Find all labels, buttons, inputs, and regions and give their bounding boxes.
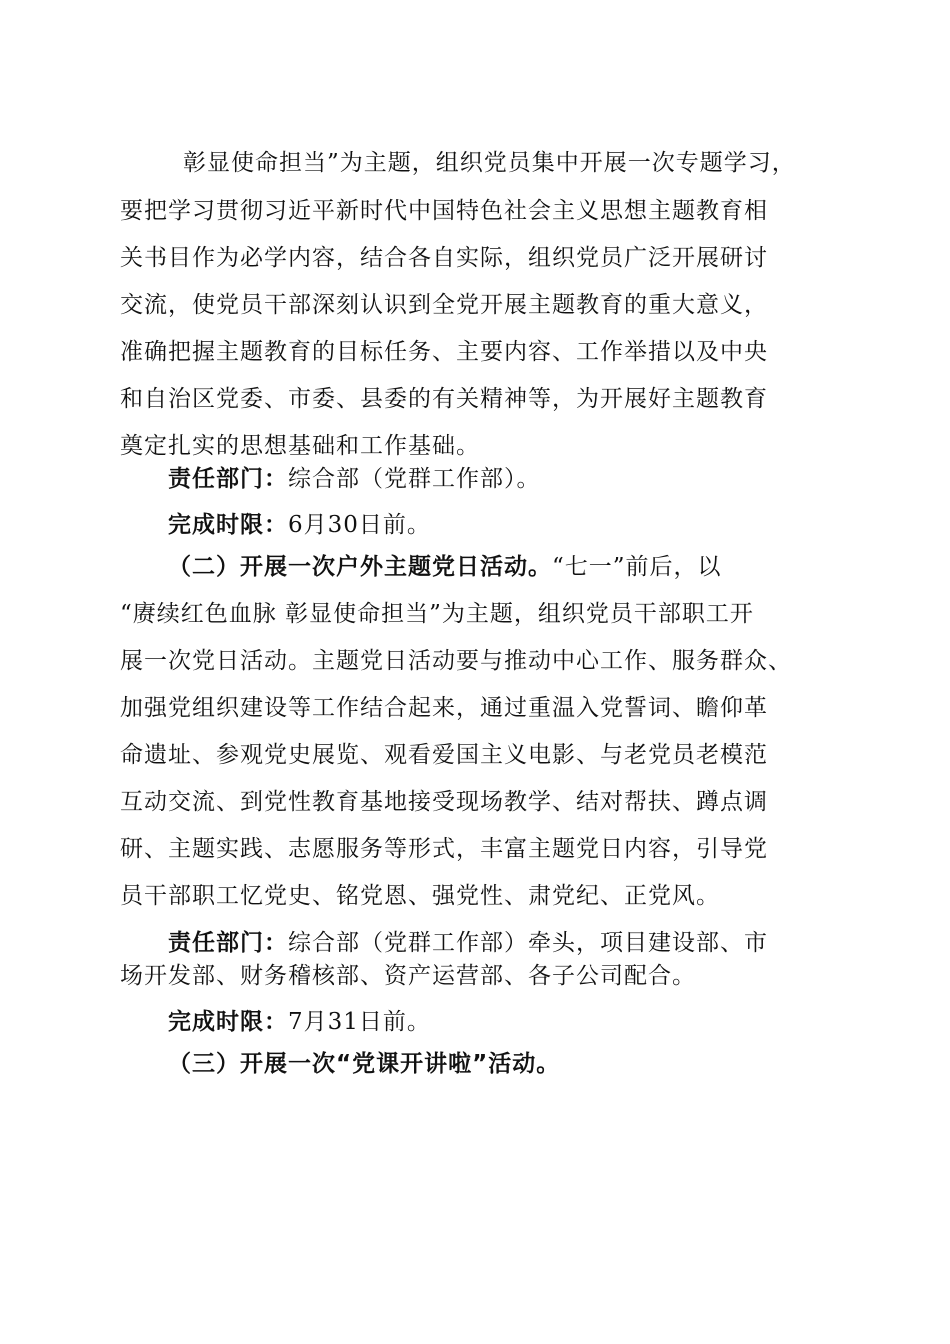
paragraph-line: 彰显使命担当”为主题，组织党员集中开展一次专题学习， [183, 150, 796, 176]
paragraph-line: 研、主题实践、志愿服务等形式，丰富主题党日内容，引导党 [120, 836, 768, 862]
paragraph-line: 准确把握主题教育的目标任务、主要内容、工作举措以及中央 [120, 339, 768, 365]
section-2-heading: （二）开展一次户外主题党日活动。 [168, 554, 552, 580]
paragraph-line: 关书目作为必学内容，结合各自实际，组织党员广泛开展研讨 [120, 245, 768, 271]
paragraph-line: 命遗址、参观党史展览、观看爱国主义电影、与老党员老模范 [120, 742, 768, 768]
section-3-heading: （三）开展一次“党课开讲啦”活动。 [168, 1051, 561, 1077]
paragraph-line: 要把学习贯彻习近平新时代中国特色社会主义思想主题教育相 [120, 198, 768, 224]
paragraph-line: 奠定扎实的思想基础和工作基础。 [120, 433, 480, 459]
paragraph-line: 加强党组织建设等工作结合起来，通过重温入党誓词、瞻仰革 [120, 695, 768, 721]
section-3-line [168, 1042, 560, 1086]
paragraph-line: 互动交流、到党性教育基地接受现场教学、结对帮扶、蹲点调 [120, 789, 768, 815]
responsibility-value: 综合部（党群工作部）牵头，项目建设部、市 [288, 930, 768, 956]
section-2-first-line [168, 545, 722, 589]
responsibility-label: 责任部门： [168, 930, 288, 956]
deadline-value: 7月31日前。 [288, 1009, 431, 1035]
deadline-value: 6月30日前。 [288, 512, 431, 538]
paragraph-line: 交流，使党员干部深刻认识到全党开展主题教育的重大意义， [120, 292, 768, 318]
paragraph-line: 员干部职工忆党史、铭党恩、强党性、肃党纪、正党风。 [120, 883, 720, 909]
deadline-line-1 [168, 503, 431, 547]
responsibility-value: 综合部（党群工作部）。 [288, 466, 541, 492]
paragraph-line: “赓续红色血脉 彰显使命担当”为主题，组织党员干部职工开 [120, 601, 754, 627]
responsibility-label: 责任部门： [168, 466, 288, 492]
deadline-label: 完成时限： [168, 1009, 288, 1035]
paragraph-line: 和自治区党委、市委、县委的有关精神等，为开展好主题教育 [120, 386, 768, 412]
responsibility-continuation: 场开发部、财务稽核部、资产运营部、各子公司配合。 [120, 963, 696, 989]
section-2-first-line-rest: “七一”前后，以 [552, 554, 722, 580]
deadline-label: 完成时限： [168, 512, 288, 538]
responsibility-line-1 [168, 457, 541, 501]
paragraph-line: 展一次党日活动。主题党日活动要与推动中心工作、服务群众、 [120, 648, 792, 674]
deadline-line-2 [168, 1000, 431, 1044]
